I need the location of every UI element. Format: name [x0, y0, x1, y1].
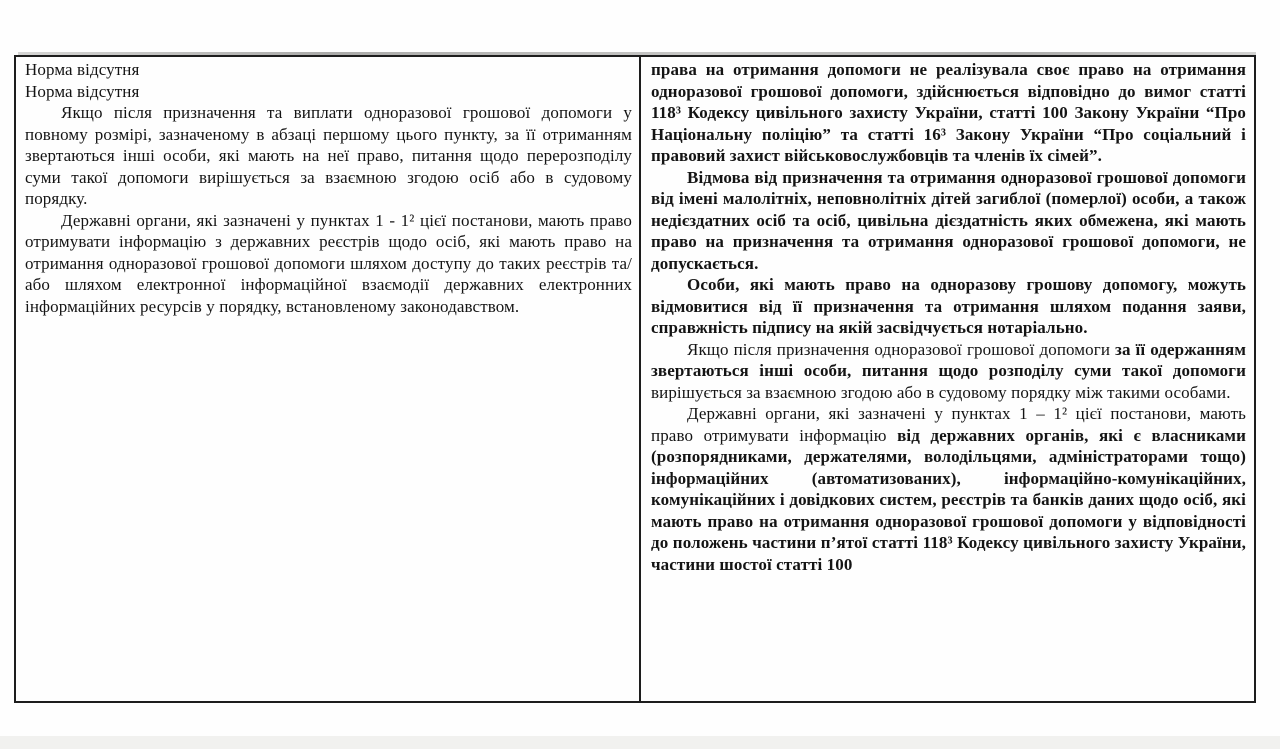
- scan-artifact-bottom: [0, 736, 1280, 749]
- left-paragraph-state-bodies: Державні органи, які зазначені у пунктах 1 - 1² цієї постанови, мають право отримувати інформацію з державних реєстрів щодо осіб, які мають право на отримання одноразової грошової допомоги шляхом доступу до таких реєстрів та/або шляхом електронної інформаційної взаємодії державних електронних інформаційних ресурсів у порядку, встановленому законодавством.: [25, 210, 632, 316]
- right-paragraph-distribution: [651, 339, 1246, 404]
- right-paragraph-continuation: права на отримання допомоги не реалізувала своє право на отримання одноразової грошової допомоги, здійснюється відповідно до вимог статті 118³ Кодексу цивільного захисту України, статті 100 Закону України “Про Національну поліцію” та статті 16³ Закону України “Про соціальний і правовий захист військовослужбовців та членів їх сімей”.: [651, 60, 1246, 165]
- left-column-current-version: [16, 57, 639, 701]
- paragraph-text-bold: за її одержанням звертаються інші особи, питання щодо розподілу суми такої допомоги: [651, 339, 1247, 380]
- right-column-new-version: [639, 57, 1254, 701]
- paragraph-text-regular: Якщо після призначення одноразової грошової допомоги: [687, 339, 1116, 359]
- comparison-table: [14, 55, 1256, 703]
- paragraph-text-regular: вирішується за взаємною згодою або в судовому порядку між такими особами.: [651, 382, 1231, 402]
- right-paragraph-refusal-notarial: Особи, які мають право на одноразову грошову допомогу, можуть відмовитися від її призначення та отримання шляхом подання заяви, справжність підпису на якій засвідчується нотаріально.: [651, 275, 1246, 337]
- paragraph-text-regular: Державні органи, які зазначені у пунктах 1 – 1² цієї постанови, мають право отримувати інформацію: [651, 404, 1246, 445]
- left-paragraph-redistribution: Якщо після призначення та виплати одноразової грошової допомоги у повному розмірі, зазначеному в абзаці першому цього пункту, за її отриманням звертаються інші особи, які мають на неї право, питання щодо перерозподілу суми такої допомоги вирішується за взаємною згодою осіб або в судовому порядку.: [25, 103, 632, 208]
- norm-absent-2: Норма відсутня: [25, 81, 140, 101]
- right-paragraph-state-bodies: [651, 403, 1246, 575]
- paragraph-text-bold: від державних органів, які є власниками (розпорядниками, держателями, володільцями, адміністраторами тощо) інформаційних (автоматизованих), інформаційно-комунікаційних, комунікаційних і довідкових систем, реєстрів та банків даних щодо осіб, які мають право на отримання одноразової грошової допомоги у відповідності до положень частини п’ятої статті 118³ Кодексу цивільного захисту України, частини шостої статті 100: [651, 425, 1246, 574]
- right-paragraph-refusal-minors: Відмова від призначення та отримання одноразової грошової допомоги від імені малолітніх, неповнолітніх дітей загиблої (померлої) особи, а також недієздатних осіб та осіб, цивільна дієздатність яких обмежена, які мають право на призначення та отримання одноразової грошової допомоги, не допускається.: [651, 167, 1246, 273]
- norm-absent-1: Норма відсутня: [25, 60, 140, 79]
